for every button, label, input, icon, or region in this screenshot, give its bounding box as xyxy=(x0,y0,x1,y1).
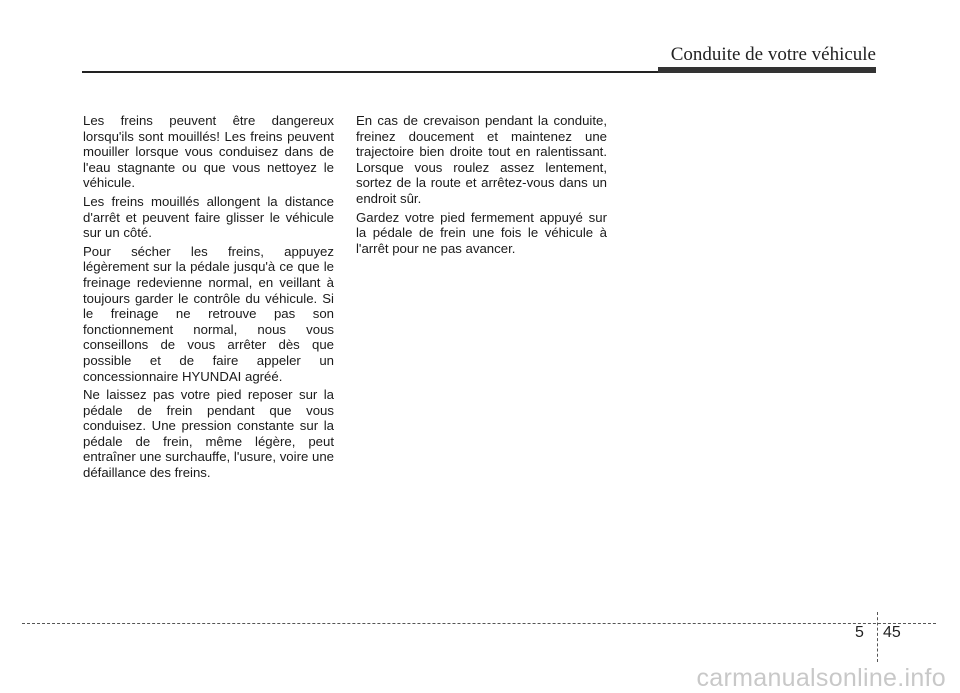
left-column xyxy=(83,113,334,484)
paragraph: Les freins mouillés allongent la distance d'arrêt et peuvent faire glisser le véhicule sur un côté. xyxy=(83,193,334,241)
page-number: 45 xyxy=(883,624,901,641)
right-column xyxy=(356,113,607,259)
paragraph: Ne laissez pas votre pied reposer sur la pédale de frein pendant que vous conduisez. Une pression constante sur la pédale de frein, même légère, peut entraîner une surchauffe, l'usure, voire une défaillance des freins. xyxy=(83,387,334,481)
footer-rule xyxy=(22,623,936,624)
paragraph: En cas de crevaison pendant la conduite, freinez doucement et maintenez une trajectoire bien droite tout en ralentissant. Lorsque vous roulez assez lentement, sortez de la route et arrêtez-vous dans un endroit sûr. xyxy=(356,113,607,206)
watermark-link[interactable]: carmanualsonline.info xyxy=(696,664,946,692)
header-rule-accent xyxy=(658,67,876,73)
paragraph: Pour sécher les freins, appuyez légèrement sur la pédale jusqu'à ce que le freinage redevienne normal, en veillant à toujours garder le contrôle du véhicule. Si le freinage ne retrouve pas son fonctionnement normal, nous vous conseillons de vous arrêter dès que possible et de faire appeler un concessionnaire HYUNDAI agréé. xyxy=(83,243,334,384)
footer-divider xyxy=(877,612,878,662)
section-title: Conduite de votre véhicule xyxy=(670,44,876,65)
chapter-number: 5 xyxy=(855,624,864,641)
paragraph: Les freins peuvent être dangereux lorsqu'ils sont mouillés! Les freins peuvent mouiller lorsque vous conduisez dans de l'eau stagnante ou que vous nettoyez le véhicule. xyxy=(83,113,334,191)
header-rule xyxy=(82,71,662,73)
paragraph: Gardez votre pied fermement appuyé sur la pédale de frein une fois le véhicule à l'arrêt pour ne pas avancer. xyxy=(356,209,607,256)
